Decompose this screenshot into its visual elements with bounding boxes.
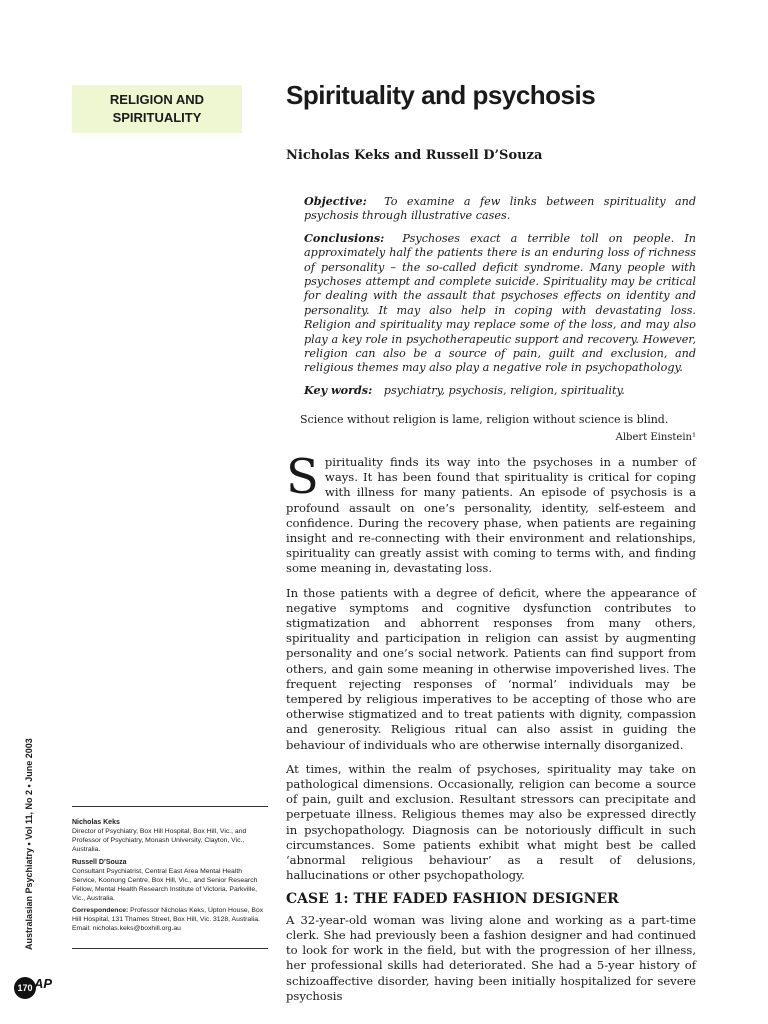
article-authors: Nicholas Keks and Russell D’Souza [286,148,543,163]
journal-logo: AP [34,976,53,991]
author-affiliations [72,806,268,936]
body-paragraph-3: At times, within the realm of psychoses, spirituality may take on pathological dimensions. Occasionally, religion can become a source of pain, guilt and exclusion. Resultant stressors can precipitate and perpetuate illness. Religious themes may also be expressed directly in psychopathology. Diagnosis can be notoriously difficult in such circumstances. Some patients exhibit what might best be called ‘abnormal religious behaviour’ as a result of delusions, hallucinations or other psychopathology. [286,761,696,883]
affiliation-name-2: Russell D’Souza [72,859,127,866]
body-paragraph-1-text: pirituality finds its way into the psychoses in a number of ways. It has been found that spirituality is critical for coping with illness for many patients. An episode of psychosis is a profound assault on one’s personality, identity, self-esteem and confidence. During the recovery phase, when patients are regaining insight and re-connecting with their environment and relationships, spirituality can greatly assist with coming to terms with, and finding some meaning in, devastating loss. [286,455,696,576]
body-paragraph-2: In those patients with a degree of deficit, where the appearance of negative symptoms and cognitive dysfunction contributes to stigmatization and abhorrent responses from many others, spirituality and participation in religion can assist by augmenting personality and one’s social network. Patients can find support from others, and gain some meaning in otherwise impoverished lives. The frequent rejecting responses of ‘normal’ individuals may be tempered by religious imperatives to be accepting of those who are otherwise stigmatized and to treat patients with dignity, compassion and generosity. Religious ritual can also assist in guiding the behaviour of individuals who are otherwise internally disorganized. [286,585,696,752]
epigraph-quote: Science without religion is lame, religion without science is blind. [300,413,669,426]
affiliation-bottom-rule [72,948,268,949]
abstract-conclusions [304,231,696,376]
affiliation-desc-2: Consultant Psychiatrist, Central East Area Mental Health Service, Koonung Centre, Box Hill, Vic., and Senior Research Fellow, Mental Health Research Institute of Victoria, Parkville, Vic., Australia. [72,868,258,902]
article-title: Spirituality and psychosis [286,80,596,110]
keywords-text: psychiatry, psychosis, religion, spirituality. [383,383,625,397]
page-number-badge [14,977,36,999]
epigraph-author: Albert Einstein¹ [615,432,696,443]
section-label: RELIGION AND SPIRITUALITY [109,92,205,125]
correspondence [72,906,268,933]
section-label-box [72,85,242,133]
objective-label: Objective: [304,194,367,208]
body-paragraph-1 [286,449,696,577]
affiliation-name-1: Nicholas Keks [72,819,120,826]
affiliation-desc-1: Director of Psychiatry, Box Hill Hospital, Box Hill, Vic., and Professor of Psychiatry, Monash University, Clayton, Vic., Australia. [72,828,247,853]
keywords-label: Key words: [304,382,373,397]
abstract-objective [304,194,696,224]
abstract [304,194,696,405]
correspondence-text: Professor Nicholas Keks, Upton House, Box Hill Hospital, 131 Thames Street, Box Hill, Vic. 3128, Australia. Email: nicholas.keks@boxhill.org.au [72,907,264,932]
conclusions-text: Psychoses exact a terrible toll on people. In approximately half the patients there is an enduring loss of richness of personality – the so-called deficit syndrome. Many people with psychoses attempt and complete suicide. Spirituality may be critical for dealing with the assault that psychoses effects on identity and personality. It may also help in coping with devastating loss. Religion and spirituality may replace some of the loss, and may also play a key role in psychotherapeutic support and recovery. However, religion can also be a source of pain, guilt and exclusion, and religious themes may also play a negative role in psychopathology. [304,231,696,375]
correspondence-label: Correspondence: [72,907,129,914]
drop-cap: S [286,449,319,505]
case-heading: CASE 1: THE FADED FASHION DESIGNER [286,891,619,908]
conclusions-label: Conclusions: [304,230,385,245]
body-paragraph-4: A 32-year-old woman was living alone and working as a part-time clerk. She had previously been a fashion designer and had continued to look for work in the field, but with the progression of her illness, her professional skills had deteriorated. She had a 5-year history of schizoaffective disorder, having been initially hospitalized for severe psychosis [286,912,696,1003]
journal-citation-vertical: Australasian Psychiatry • Vol 11, No 2 • June 2003 [24,738,34,950]
objective-text: To examine a few links between spirituality and psychosis through illustrative cases. [304,195,696,223]
page-number: 170 [17,983,33,993]
article-body [286,449,696,1013]
abstract-keywords [304,383,696,398]
